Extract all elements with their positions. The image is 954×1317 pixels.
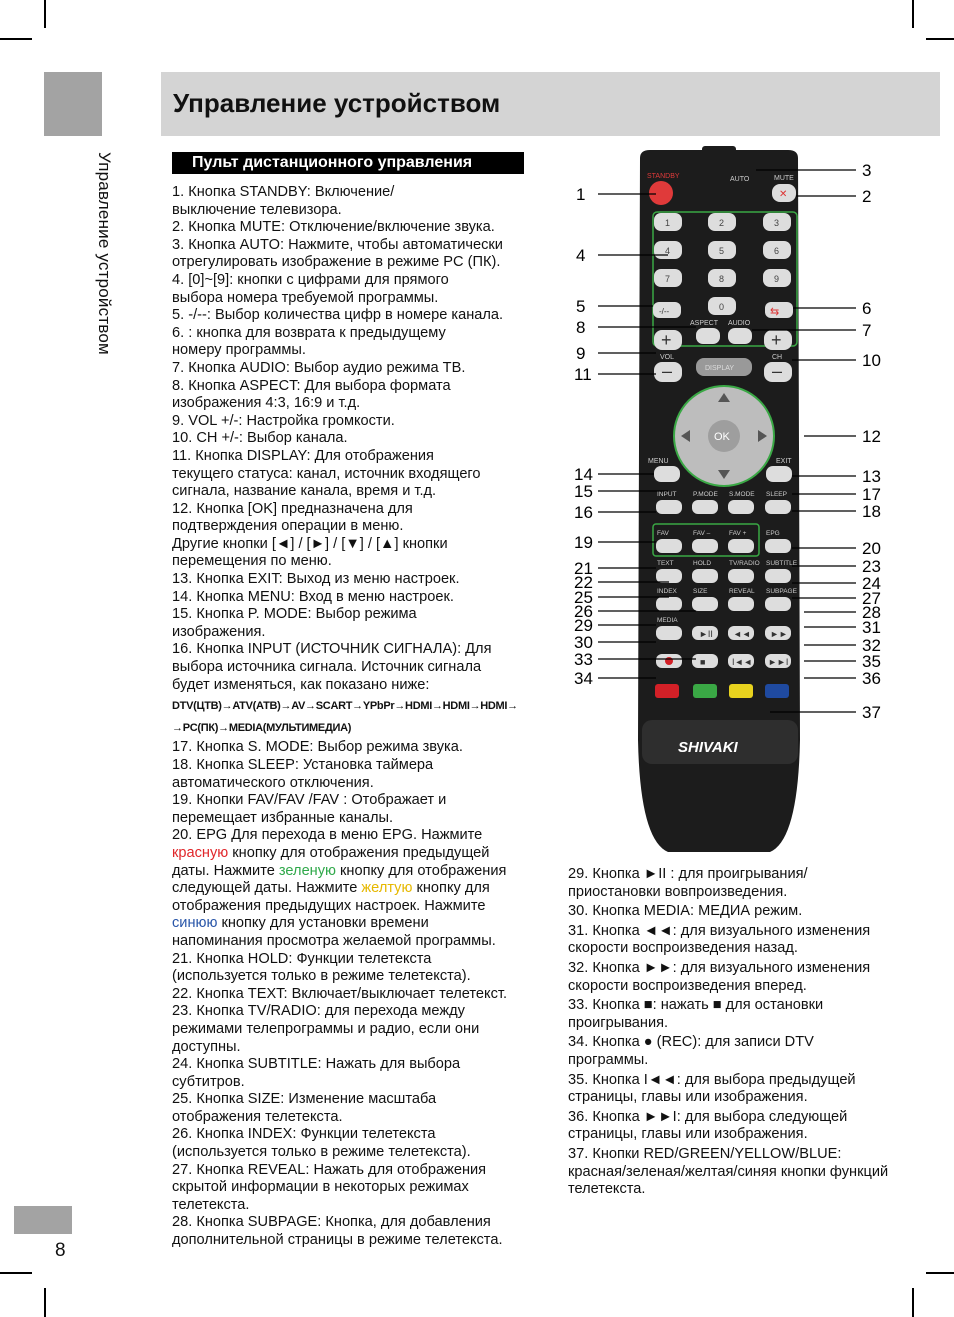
item-line: 35. Кнопка I◄◄: для выбора предыдущей страницы, главы или изображения.: [568, 1071, 856, 1106]
green-word: зеленую: [278, 862, 336, 879]
digit-label: 7: [665, 274, 671, 284]
callout-number: 22: [574, 573, 593, 592]
item-line: 26. Кнопка INDEX: Функции телетекста: [172, 1126, 436, 1143]
remote-diagram: [560, 140, 890, 860]
callout-number: 1: [576, 185, 586, 204]
item-line: изображения.: [172, 623, 266, 640]
item-line: 28. Кнопка SUBPAGE: Кнопка, для добавления: [172, 1214, 491, 1231]
epg-text: кнопку для отображения: [335, 862, 507, 879]
item-line: 2. Кнопка MUTE: Отключение/включение звука.: [172, 219, 495, 236]
item-list: [172, 739, 562, 845]
item-line: 30. Кнопка MEDIA: МЕДИА режим.: [568, 903, 803, 920]
epg-text: кнопку для отображения предыдущей: [228, 844, 490, 861]
item-line: выключение телевизора.: [172, 201, 342, 218]
item-line: дополнительной страницы в режиме телетекста.: [172, 1232, 503, 1249]
input-button[interactable]: [656, 500, 682, 514]
page-badge: [14, 1206, 72, 1234]
right-column: [568, 866, 898, 1201]
callout-number: 20: [862, 539, 881, 558]
fav-button[interactable]: [656, 539, 682, 553]
item-line: выбора источника сигнала. Источник сигнала: [172, 659, 482, 676]
red-button[interactable]: [655, 684, 679, 698]
subtitle-label: SUBTITLE: [766, 560, 798, 567]
audio-label: AUDIO: [728, 320, 751, 327]
tvradio-button[interactable]: [728, 569, 754, 583]
callout-number: 34: [574, 669, 593, 688]
audio-button[interactable]: [728, 328, 752, 344]
crop-mark: [912, 1288, 914, 1317]
item-line: 27. Кнопка REVEAL: Нажать для отображения: [172, 1161, 487, 1178]
aspect-label: ASPECT: [690, 320, 719, 327]
exit-button[interactable]: [766, 466, 792, 482]
item-line: доступны.: [172, 1038, 241, 1055]
item-line: 18. Кнопка SLEEP: Установка таймера: [172, 757, 434, 773]
callout-number: 13: [862, 467, 881, 486]
item-line: изображения 4:3, 16:9 и т.д.: [172, 395, 361, 412]
crop-mark: [912, 0, 914, 28]
item-line: перемещения по меню.: [172, 553, 332, 570]
minus-icon: –: [772, 361, 783, 381]
item-line: 12. Кнопка [OK] предназначена для: [172, 500, 413, 517]
ch-label: CH: [772, 354, 783, 361]
menu-label: MENU: [648, 458, 669, 465]
epg-line: [172, 845, 562, 863]
item-line: 17. Кнопка S. MODE: Выбор режима звука.: [172, 739, 463, 756]
hold-label: HOLD: [693, 560, 712, 567]
text-button[interactable]: [656, 569, 682, 583]
pmode-label: P.MODE: [693, 491, 718, 498]
next-icon: ►►I: [768, 657, 789, 667]
item-line: 21. Кнопка HOLD: Функции телетекста: [172, 950, 432, 967]
callout-number: 37: [862, 703, 881, 722]
plus-icon: +: [661, 330, 672, 350]
callout-number: 28: [862, 603, 881, 622]
callout-number: 29: [574, 616, 593, 635]
callout-number: 35: [862, 652, 881, 671]
stop-icon: ■: [700, 657, 706, 667]
item-line: будет изменяться, как показано ниже:: [172, 676, 430, 693]
page-number: 8: [55, 1240, 66, 1261]
blue-button[interactable]: [765, 684, 789, 698]
favm-button[interactable]: [692, 539, 718, 553]
source-chain: →PC(ПК)→MEDIA(МУЛЬТИМЕДИА): [172, 721, 352, 734]
callout-number: 4: [576, 246, 586, 265]
item-line: 1. Кнопка STANDBY: Включение/: [172, 184, 395, 200]
item-line: подтверждения операции в меню.: [172, 518, 404, 535]
size-label: SIZE: [693, 588, 708, 595]
digit-label: 1: [665, 218, 671, 228]
subpage-button[interactable]: [765, 597, 791, 611]
callout-number: 21: [574, 559, 593, 578]
item-line: 9. VOL +/-: Настройка громкости.: [172, 412, 395, 429]
callout-number: 7: [862, 321, 872, 340]
digit-label: 6: [774, 246, 780, 256]
item-line: 14. Кнопка MENU: Вход в меню настроек.: [172, 588, 454, 605]
item-line: 16. Кнопка INPUT (ИСТОЧНИК СИГНАЛА): Для: [172, 641, 492, 658]
callout-number: 3: [862, 161, 872, 180]
item-line: 10. CH +/-: Выбор канала.: [172, 430, 348, 447]
item-line: 20. EPG Для перехода в меню EPG. Нажмите: [172, 827, 483, 844]
callout-number: 24: [862, 574, 881, 593]
callout-number: 32: [862, 636, 881, 655]
item-line: 32. Кнопка ►►: для визуального изменения скорости воспроизведения вперед.: [568, 959, 871, 994]
prev-icon: I◄◄: [732, 657, 753, 667]
source-chain: DTV(ЦТВ)→ATV(АТВ)→AV→SCART→YPbPr→HDMI→HDMI→HDMI→: [172, 700, 518, 713]
exit-label: EXIT: [776, 458, 792, 465]
item-line: отрегулировать изображение в режиме PC (ПК).: [172, 254, 501, 271]
callout-number: 27: [862, 589, 881, 608]
callout-number: 6: [862, 299, 872, 318]
crop-mark: [44, 0, 46, 28]
menu-button[interactable]: [654, 466, 680, 482]
standby-label: STANDBY: [647, 173, 680, 180]
callout-number: 10: [862, 351, 881, 370]
item-line: 25. Кнопка SIZE: Изменение масштаба: [172, 1091, 437, 1108]
callout-number: 2: [862, 187, 872, 206]
item-line: 11. Кнопка DISPLAY: Для отображения: [172, 447, 434, 464]
blue-word: синюю: [172, 915, 218, 932]
item-line: 24. Кнопка SUBTITLE: Нажать для выбора: [172, 1056, 461, 1073]
digit-label: 0: [719, 302, 725, 312]
callout-number: 23: [862, 557, 881, 576]
callout-number: 12: [862, 427, 881, 446]
epg-text: даты. Нажмите: [172, 862, 279, 879]
header-tab: [44, 72, 102, 136]
item-line: 34. Кнопка ● (REC): для записи DTV программы.: [568, 1034, 814, 1068]
callout-number: 25: [574, 588, 593, 607]
item-line: 7. Кнопка AUDIO: Выбор аудио режима ТВ.: [172, 359, 466, 376]
crop-mark: [0, 38, 32, 40]
digit-label: 2: [719, 218, 725, 228]
tvradio-label: TV/RADIO: [729, 560, 760, 567]
callout-number: 11: [574, 365, 592, 384]
callout-number: 17: [862, 485, 881, 504]
digit-label: 5: [719, 246, 725, 256]
sleep-button[interactable]: [765, 500, 791, 514]
item-line: скрытой информации в некоторых режимах: [172, 1179, 469, 1196]
item-line: 33. Кнопка ■: нажать ■ для остановки проигрывания.: [568, 997, 824, 1031]
item-line: 22. Кнопка TEXT: Включает/выключает телетекст.: [172, 985, 508, 1002]
smode-label: S.MODE: [729, 491, 755, 498]
subpage-label: SUBPAGE: [766, 588, 797, 595]
item-line: 4. [0]~[9]: кнопки с цифрами для прямого: [172, 271, 449, 288]
callout-number: 33: [574, 650, 593, 669]
epg-line: [172, 880, 562, 898]
crop-mark: [926, 38, 954, 40]
item-line: (используется только в режиме телетекста).: [172, 968, 471, 985]
item-line: 3. Кнопка AUTO: Нажмите, чтобы автоматически: [172, 236, 503, 253]
item-line: автоматического отключения.: [172, 774, 374, 791]
item-line: 37. Кнопки RED/GREEN/YELLOW/BLUE: красная/зеленая/желтая/синяя кнопки функций телетекста.: [568, 1145, 889, 1198]
item-line: перемещает избранные каналы.: [172, 809, 394, 826]
item-line: 8. Кнопка ASPECT: Для выбора формата: [172, 377, 451, 394]
callout-number: 36: [862, 669, 881, 688]
item-list: [172, 184, 562, 694]
ir-window: [702, 146, 736, 154]
item-line: 6. : кнопка для возврата к предыдущему: [172, 324, 446, 341]
epg-text: следующей даты. Нажмите: [172, 880, 362, 897]
display-label: DISPLAY: [705, 365, 735, 372]
epg-text: кнопку для установки времени: [217, 915, 429, 932]
smode-button[interactable]: [728, 500, 754, 514]
callout-number: 18: [862, 502, 881, 521]
reveal-button[interactable]: [728, 597, 754, 611]
epg-line: [172, 915, 562, 933]
callout-number: 15: [574, 482, 593, 501]
item-line: (используется только в режиме телетекста).: [172, 1144, 471, 1161]
digit-label: 4: [665, 246, 671, 256]
yellow-button[interactable]: [729, 684, 753, 698]
aspect-button[interactable]: [696, 328, 720, 344]
item-line: телетекста.: [172, 1196, 250, 1213]
reveal-label: REVEAL: [729, 588, 755, 595]
mute-icon: ✕: [779, 189, 788, 200]
callout-number: 30: [574, 633, 593, 652]
size-button[interactable]: [692, 597, 718, 611]
callout-number: 5: [576, 297, 586, 316]
item-line: субтитров.: [172, 1073, 245, 1090]
favp-button[interactable]: [728, 539, 754, 553]
item-line: выбора номера требуемой программы.: [172, 289, 439, 306]
item-line: номеру программы.: [172, 342, 306, 359]
crop-mark: [0, 1272, 32, 1274]
rewind-icon: ◄◄: [733, 629, 751, 639]
digit-label: 8: [719, 274, 725, 284]
ok-label: OK: [714, 431, 730, 443]
callout-number: 14: [574, 465, 593, 484]
side-title: Управление устройством: [95, 152, 114, 355]
callout-number: 16: [574, 503, 593, 522]
subtitle-button[interactable]: [765, 569, 791, 583]
item-line: 31. Кнопка ◄◄: для визуального изменения скорости воспроизведения назад.: [568, 922, 871, 957]
item-line: Другие кнопки [◄] / [►] / [▼] / [▲] кнопки: [172, 535, 448, 552]
item-line: 5. -/--: Выбор количества цифр в номере канала.: [172, 307, 504, 324]
page-title: Управление устройством: [173, 88, 501, 118]
crop-mark: [44, 1288, 46, 1317]
favp-label: FAV +: [729, 530, 747, 537]
index-label: INDEX: [657, 588, 677, 595]
pmode-button[interactable]: [692, 500, 718, 514]
auto-label: AUTO: [730, 176, 750, 183]
mute-label: MUTE: [774, 175, 794, 182]
section-heading: [172, 152, 524, 174]
item-line: отображения телетекста.: [172, 1108, 343, 1125]
return-icon: ⇆: [770, 306, 780, 318]
callout-number: 9: [576, 344, 586, 363]
record-icon: [665, 657, 673, 665]
callout-number: 19: [574, 533, 593, 552]
callout-number: 8: [576, 318, 586, 337]
epg-label: EPG: [766, 530, 780, 537]
favm-label: FAV –: [693, 530, 711, 537]
item-line: 29. Кнопка ►II : для проигрывания/ приостановки вовпроизведения.: [568, 866, 808, 900]
media-button[interactable]: [656, 626, 682, 640]
plus-icon: +: [771, 330, 782, 350]
epg-text: кнопку для: [412, 880, 490, 897]
digit-label: 3: [774, 218, 780, 228]
yellow-word: желтую: [361, 880, 413, 897]
sleep-label: SLEEP: [766, 491, 787, 498]
fav-label: FAV: [657, 530, 669, 537]
red-word: красную: [172, 844, 229, 861]
vol-label: VOL: [660, 354, 675, 361]
item-line: сигнала, название канала, время и т.д.: [172, 483, 437, 500]
standby-button[interactable]: [649, 181, 673, 205]
item-list: [172, 951, 562, 1250]
item-line: 36. Кнопка ►►I: для выбора следующей страницы, главы или изображения.: [568, 1108, 848, 1143]
hold-button[interactable]: [692, 569, 718, 583]
digit-label: 9: [774, 274, 780, 284]
text-label: TEXT: [657, 560, 674, 567]
item-line: 23. Кнопка TV/RADIO: для перехода между: [172, 1003, 465, 1020]
epg-line: напоминания просмотра желаемой программы.: [172, 932, 496, 949]
epg-button[interactable]: [765, 539, 791, 553]
epg-line: [172, 863, 562, 881]
item-line: текущего статуса: канал, источник входящего: [172, 465, 481, 482]
left-column: [172, 184, 562, 1250]
input-label: INPUT: [657, 491, 677, 498]
item-line: 19. Кнопки FAV/FAV /FAV : Отображает и: [172, 792, 447, 809]
dash-label: -/--: [659, 307, 670, 316]
item-line: 15. Кнопка P. MODE: Выбор режима: [172, 606, 417, 623]
crop-mark: [926, 1272, 954, 1274]
callout-number: 26: [574, 602, 593, 621]
minus-icon: –: [662, 361, 673, 381]
index-button[interactable]: [656, 597, 682, 611]
play-pause-icon: ►II: [699, 629, 713, 639]
media-label: MEDIA: [657, 617, 678, 624]
brand-logo: SHIVAKI: [678, 739, 738, 756]
epg-line: отображения предыдущих настроек. Нажмите: [172, 897, 486, 914]
section-heading-text: Пульт дистанционного управления: [192, 154, 473, 171]
item-line: 13. Кнопка EXIT: Выход из меню настроек.: [172, 571, 460, 588]
callout-number: 31: [862, 618, 881, 637]
green-button[interactable]: [693, 684, 717, 698]
item-line: режимами телепрограммы и радио, если они: [172, 1020, 480, 1037]
fast-forward-icon: ►►: [770, 629, 788, 639]
